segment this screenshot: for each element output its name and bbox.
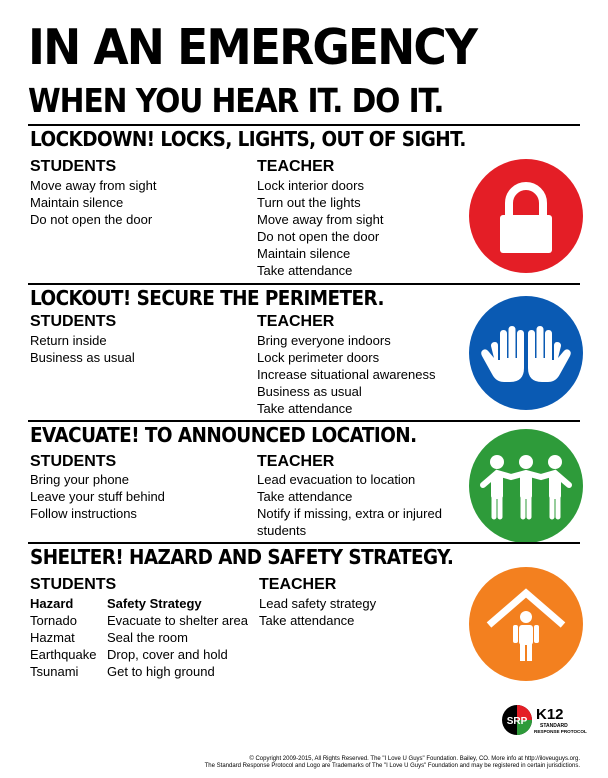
divider [28,124,580,126]
logo-line1: STANDARD [540,723,568,729]
logo-badge: SRP [506,716,528,727]
section-heading-lockdown: LOCKDOWN! LOCKS, LIGHTS, OUT OF SIGHT. [30,127,466,151]
divider [28,420,580,422]
list-item: Earthquake [30,647,97,662]
list-item: Lead safety strategy [259,596,377,611]
lockout-badge [469,296,583,410]
shelter-strategy-column [107,595,248,680]
hazard-label: Hazard [30,596,74,611]
shelter-hazard-column [30,595,97,680]
list-item: Business as usual [30,350,135,365]
lockdown-students-list [30,177,156,228]
list-item: Lock interior doors [257,178,364,193]
lockout-teacher-list [257,332,436,417]
list-item: Move away from sight [257,212,384,227]
footer-copyright: © Copyright 2009-2015, All Rights Reserved. The "I Love U Guys" Foundation. Bailey, CO. More info at http://iloveuguys.org. [249,756,580,762]
section-heading-evacuate: EVACUATE! TO ANNOUNCED LOCATION. [30,423,417,447]
list-item: students [257,523,307,538]
teacher-label: TEACHER [259,576,337,593]
logo-line2: RESPONSE PROTOCOL [534,729,587,734]
list-item: Bring everyone indoors [257,333,391,348]
shelter-teacher-list [259,595,376,629]
list-item: Leave your stuff behind [30,489,165,504]
list-item: Tornado [30,613,77,628]
students-label: STUDENTS [30,313,117,330]
list-item: Increase situational awareness [257,367,436,382]
lockout-students-list [30,332,135,366]
students-label: STUDENTS [30,453,117,470]
list-item: Drop, cover and hold [107,647,228,662]
list-item: Take attendance [257,263,353,278]
list-item: Evacuate to shelter area [107,613,248,628]
strategy-label: Safety Strategy [107,596,202,611]
list-item: Follow instructions [30,506,137,521]
list-item: Maintain silence [30,195,124,210]
evacuate-students-list [30,471,165,522]
list-item: Lock perimeter doors [257,350,380,365]
list-item: Tsunami [30,664,79,679]
list-item: Turn out the lights [257,195,361,210]
section-heading-shelter: SHELTER! HAZARD AND SAFETY STRATEGY. [30,545,454,569]
page-subtitle: WHEN YOU HEAR IT. DO IT. [28,81,444,120]
shelter-badge [469,567,583,681]
list-item: Do not open the door [257,229,380,244]
list-item: Hazmat [30,630,75,645]
list-item: Take attendance [259,613,355,628]
list-item: Maintain silence [257,246,351,261]
hands-icon [469,296,583,410]
list-item: Lead evacuation to location [257,472,416,487]
divider [28,542,580,544]
footer [180,756,580,770]
list-item: Return inside [30,333,107,348]
students-label: STUDENTS [30,576,117,593]
list-item: Business as usual [257,384,362,399]
people-icon [469,429,583,543]
section-heading-lockout: LOCKOUT! SECURE THE PERIMETER. [30,286,384,310]
teacher-label: TEACHER [257,313,335,330]
logo-k12: K12 [536,706,564,723]
list-item: Take attendance [257,489,353,504]
lockdown-badge [469,159,583,273]
list-item: Take attendance [257,401,353,416]
teacher-label: TEACHER [257,158,335,175]
srp-logo-icon [500,703,587,737]
evacuate-teacher-list [257,471,442,539]
list-item: Seal the room [107,630,188,645]
shelter-icon [469,567,583,681]
list-item: Bring your phone [30,472,130,487]
students-label: STUDENTS [30,158,117,175]
divider [28,283,580,285]
list-item: Get to high ground [107,664,215,679]
srp-logo [500,703,587,737]
list-item: Move away from sight [30,178,157,193]
evacuate-badge [469,429,583,543]
lockdown-teacher-list [257,177,383,279]
list-item: Notify if missing, extra or injured [257,506,442,521]
lock-icon [469,159,583,273]
teacher-label: TEACHER [257,453,335,470]
page-title: IN AN EMERGENCY [28,19,477,76]
list-item: Do not open the door [30,212,153,227]
footer-trademark: The Standard Response Protocol and Logo are Trademarks of The "I Love U Guys" Foundation and may be registered in certain jurisdictions. [204,763,580,769]
